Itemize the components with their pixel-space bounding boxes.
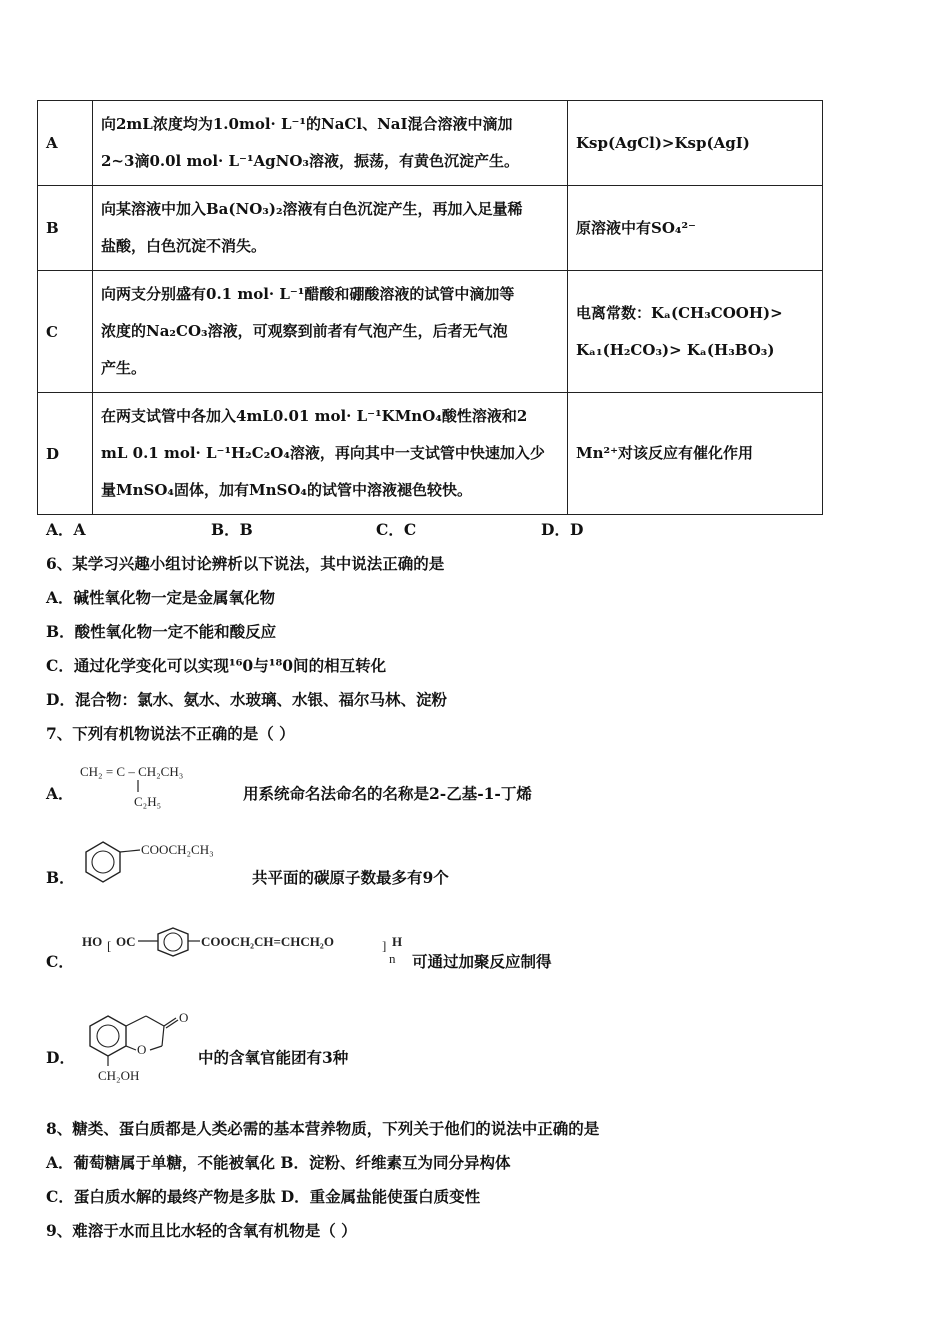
table-row <box>38 186 823 271</box>
conclusion-cell: 电离常数：Kₐ(CH₃COOH)> Kₐ₁(H₂CO₃)> Kₐ(H₃BO₃) <box>568 271 823 393</box>
q6-option-b[interactable]: B．酸性氧化物一定不能和酸反应 <box>46 622 277 641</box>
table-row <box>38 271 823 393</box>
q7-b-structure <box>78 838 248 892</box>
table-row <box>38 393 823 515</box>
benzene-ring-icon <box>90 1016 126 1056</box>
operation-cell: 向两支分别盛有0.1 mol· L⁻¹醋酸和硼酸溶液的试管中滴加等 浓度的Na₂CO₃溶液，可观察到前者有气泡产生，后者无气泡 产生。 <box>93 271 568 393</box>
conclusion-cell: Ksp(AgCl)>Ksp(AgI) <box>568 101 823 186</box>
conclusion-cell: Mn²⁺对该反应有催化作用 <box>568 393 823 515</box>
q7-option-a-text: 用系统命名法命名的名称是2-乙基-1-丁烯 <box>243 784 532 803</box>
svg-text:COOCH₂CH=CHCH₂O: COOCH₂CH=CHCH₂O <box>201 934 334 949</box>
operation-cell: 向某溶液中加入Ba(NO₃)₂溶液有白色沉淀产生，再加入足量稀 盐酸，白色沉淀不消失。 <box>93 186 568 271</box>
q6-option-a[interactable]: A．碱性氧化物一定是金属氧化物 <box>46 588 276 607</box>
q7-option-d-label[interactable]: D． <box>46 1048 75 1067</box>
svg-text:OC: OC <box>116 934 136 949</box>
q7-option-c-text: 可通过加聚反应制得 <box>412 952 552 971</box>
operation-cell: 在两支试管中各加入4mL0.01 mol· L⁻¹KMnO₄酸性溶液和2 mL 0.1 mol· L⁻¹H₂C₂O₄溶液，再向其中一支试管中快速加入少 量MnSO₄固体，加有MnSO₄的试管中溶液褪色较快。 <box>93 393 568 515</box>
q6-option-c[interactable]: C．通过化学变化可以实现¹⁶0与¹⁸0间的相互转化 <box>46 656 387 675</box>
q8-options-cd[interactable]: C．蛋白质水解的最终产物是多肽 D．重金属盐能使蛋白质变性 <box>46 1187 481 1206</box>
q7-d-structure <box>80 1008 200 1088</box>
q5-option-c[interactable]: C．C <box>376 520 417 539</box>
svg-text:n: n <box>389 951 396 966</box>
formula-main: CH₂ = C – CH₂CH₃ <box>80 764 184 779</box>
formula-branch: C₂H₅ <box>134 794 162 809</box>
row-label: A <box>38 101 93 186</box>
conclusion-cell: 原溶液中有SO₄²⁻ <box>568 186 823 271</box>
q5-option-d[interactable]: D．D <box>541 520 584 539</box>
q7-c-structure <box>80 922 410 974</box>
row-label: C <box>38 271 93 393</box>
q5-options <box>46 518 746 538</box>
q7-stem: 7、下列有机物说法不正确的是（ ） <box>46 724 295 743</box>
q7-option-a-label[interactable]: A． <box>46 784 74 803</box>
svg-text:H: H <box>392 934 403 949</box>
q7-option-b-text: 共平面的碳原子数最多有9个 <box>252 868 449 887</box>
q6-option-d[interactable]: D．混合物：氯水、氨水、水玻璃、水银、福尔马林、淀粉 <box>46 690 447 709</box>
row-label: D <box>38 393 93 515</box>
svg-text:O: O <box>137 1042 147 1057</box>
svg-text:O: O <box>179 1010 189 1025</box>
q7-a-structure <box>78 758 243 814</box>
svg-text:]: ] <box>382 938 387 953</box>
q8-stem: 8、糖类、蛋白质都是人类必需的基本营养物质，下列关于他们的说法中正确的是 <box>46 1119 600 1138</box>
q5-option-a[interactable]: A．A <box>46 520 86 539</box>
q7-option-d-text: 中的含氧官能团有3种 <box>198 1048 349 1067</box>
q7-option-b-label[interactable]: B． <box>46 868 75 887</box>
row-label: B <box>38 186 93 271</box>
table-row <box>38 101 823 186</box>
q9-stem: 9、难溶于水而且比水轻的含氧有机物是（ ） <box>46 1221 357 1240</box>
svg-text:HO: HO <box>82 934 103 949</box>
experiment-table <box>37 100 823 515</box>
q6-stem: 6、某学习兴趣小组讨论辨析以下说法，其中说法正确的是 <box>46 554 445 573</box>
operation-cell: 向2mL浓度均为1.0mol· L⁻¹的NaCl、NaI混合溶液中滴加 2~3滴0.0l mol· L⁻¹AgNO₃溶液，振荡，有黄色沉淀产生。 <box>93 101 568 186</box>
benzene-ring-icon <box>158 928 188 956</box>
formula-ester: COOCH₂CH₃ <box>141 842 214 857</box>
svg-text:[: [ <box>107 938 112 953</box>
q8-options-ab[interactable]: A．葡萄糖属于单糖，不能被氧化 B．淀粉、纤维素互为同分异构体 <box>46 1153 511 1172</box>
benzene-ring-icon <box>86 842 120 882</box>
q7-option-c-label[interactable]: C． <box>46 952 74 971</box>
q5-option-b[interactable]: B．B <box>211 520 253 539</box>
svg-text:CH₂OH: CH₂OH <box>98 1068 140 1083</box>
